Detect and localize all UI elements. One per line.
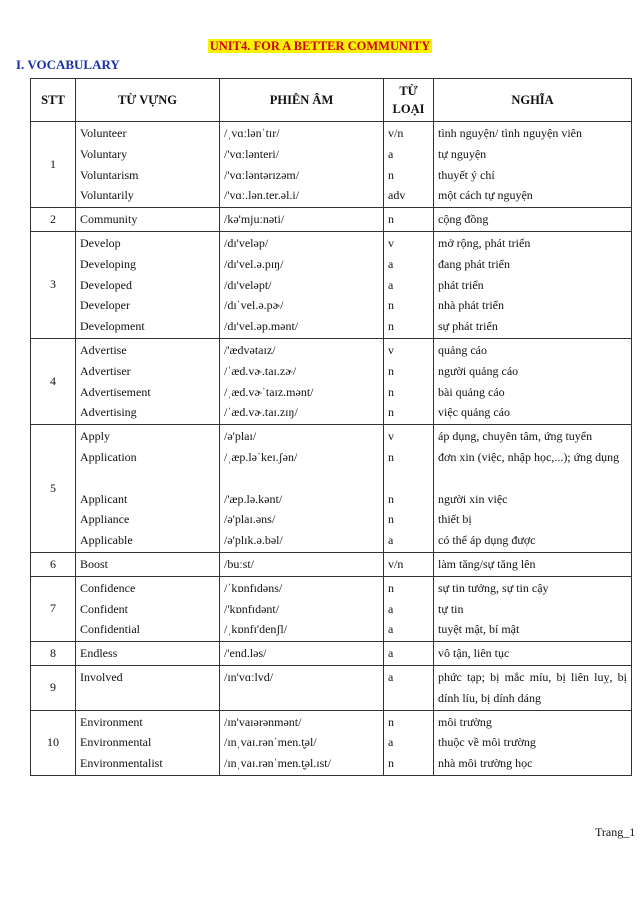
- meaning-cell-line: tuyệt mật, bí mật: [438, 622, 520, 637]
- word-cell-line: Developing: [80, 256, 136, 271]
- phonetic-cell-line: /ˈæd.vɚ.taɪ.zɚ/: [224, 363, 297, 378]
- pos-cell: [384, 710, 434, 775]
- pos-cell: [384, 425, 434, 553]
- header-stt: STT: [31, 79, 76, 122]
- phonetic-cell-line: /'vɑːlənteri/: [224, 146, 280, 161]
- pos-cell-line: a: [388, 735, 394, 750]
- pos-cell-line: a: [388, 646, 394, 661]
- pos-cell-line: n: [388, 449, 394, 464]
- meaning-cell: [434, 208, 632, 232]
- stt-cell: 5: [31, 425, 76, 553]
- header-pos: TỪ LOẠI: [384, 79, 434, 122]
- pos-cell-line: v: [388, 429, 394, 444]
- word-cell-line: Boost: [80, 556, 109, 571]
- pos-cell-line: n: [388, 512, 394, 527]
- pos-cell: [384, 122, 434, 208]
- pos-cell-line: a: [388, 669, 394, 684]
- pos-cell-line: adv: [388, 188, 406, 203]
- word-cell-line: Involved: [80, 669, 123, 684]
- phonetic-cell-line: /kə'mjuːnəti/: [224, 212, 285, 227]
- phonetic-cell: [220, 552, 384, 576]
- phonetic-cell-line: /ə'plaɪ.əns/: [224, 512, 276, 527]
- stt-cell: 8: [31, 642, 76, 666]
- meaning-cell-line: nhà môi trường học: [438, 756, 533, 771]
- pos-cell-line: n: [388, 384, 394, 399]
- word-cell-line: Developed: [80, 277, 132, 292]
- phonetic-cell-line: /ə'plɪk.ə.bəl/: [224, 533, 283, 548]
- meaning-cell-line: tự tin: [438, 601, 464, 616]
- meaning-cell-line: sự tin tưởng, sự tin cậy: [438, 580, 549, 595]
- phonetic-cell-line: /'ædvətaɪz/: [224, 342, 276, 357]
- pos-cell-line: a: [388, 601, 394, 616]
- meaning-cell-line: có thể áp dụng được: [438, 533, 536, 548]
- pos-cell: [384, 665, 434, 710]
- phonetic-cell: [220, 122, 384, 208]
- pos-cell: [384, 576, 434, 641]
- phonetic-cell: [220, 338, 384, 424]
- pos-cell-line: n: [388, 405, 394, 420]
- pos-cell-line: a: [388, 622, 394, 637]
- meaning-cell-line: phức tạp; bị mắc míu, bị liên luỵ, bị dính líu, bị dính dáng: [438, 669, 627, 705]
- page-number: Trang_1: [595, 825, 636, 839]
- pos-cell: [384, 231, 434, 338]
- phonetic-cell: [220, 710, 384, 775]
- pos-cell-line: n: [388, 298, 394, 313]
- meaning-cell-line: sự phát triển: [438, 319, 498, 334]
- meaning-cell: [434, 231, 632, 338]
- stt-cell: 7: [31, 576, 76, 641]
- word-cell: [76, 338, 220, 424]
- word-cell-line: Confidence: [80, 580, 136, 595]
- meaning-cell: [434, 425, 632, 553]
- phonetic-cell-line: /dɪˈvel.ə.pɚ/: [224, 298, 284, 313]
- pos-cell-line: v/n: [388, 556, 404, 571]
- section-heading: I. VOCABULARY: [16, 57, 120, 72]
- pos-cell-line: v: [388, 342, 394, 357]
- stt-cell: 6: [31, 552, 76, 576]
- phonetic-cell: [220, 425, 384, 553]
- word-cell-line: Development: [80, 319, 145, 334]
- phonetic-cell-line: /ˌæp.ləˈkeɪ.ʃən/: [224, 449, 298, 464]
- pos-cell: [384, 552, 434, 576]
- document-title: [0, 37, 640, 55]
- phonetic-cell-line: /ˌvɑːlənˈtɪr/: [224, 126, 280, 140]
- pos-cell: [384, 338, 434, 424]
- phonetic-cell-line: /'æp.lə.kənt/: [224, 491, 283, 506]
- phonetic-cell: [220, 231, 384, 338]
- word-cell-line: Application: [80, 449, 137, 464]
- phonetic-cell-line: /dɪ'vel.əp.mənt/: [224, 319, 299, 334]
- phonetic-cell-line: /'kɒnfɪdənt/: [224, 601, 280, 616]
- table-row: [31, 425, 632, 553]
- pos-cell-line: n: [388, 714, 394, 729]
- meaning-cell-line: thuộc về môi trường: [438, 735, 536, 750]
- phonetic-cell-line: /dɪ'veləpt/: [224, 277, 272, 292]
- stt-cell: 10: [31, 710, 76, 775]
- word-cell: [76, 642, 220, 666]
- header-phonetic: PHIÊN ÂM: [220, 79, 384, 122]
- word-cell: [76, 552, 220, 576]
- word-cell-line: Advertiser: [80, 363, 131, 378]
- pos-cell-line: a: [388, 146, 394, 161]
- meaning-cell-line: thuyết ý chí: [438, 167, 495, 182]
- pos-cell-line: n: [388, 363, 394, 378]
- pos-cell-line: n: [388, 580, 394, 595]
- phonetic-cell-line: /ɪn'vɑːlvd/: [224, 669, 274, 684]
- pos-cell: [384, 642, 434, 666]
- table-row: [31, 338, 632, 424]
- header-meaning: NGHĨA: [434, 79, 632, 122]
- word-cell-line: Appliance: [80, 512, 130, 527]
- word-cell-line: Voluntary: [80, 146, 128, 161]
- word-cell-line: Advertisement: [80, 384, 151, 399]
- word-cell-line: Environment: [80, 714, 143, 729]
- meaning-cell-line: thiết bị: [438, 512, 472, 527]
- stt-cell: 4: [31, 338, 76, 424]
- meaning-cell: [434, 338, 632, 424]
- word-cell: [76, 208, 220, 232]
- stt-cell: 2: [31, 208, 76, 232]
- table-row: [31, 122, 632, 208]
- table-row: [31, 710, 632, 775]
- meaning-cell-line: áp dụng, chuyên tâm, ứng tuyển: [438, 429, 593, 444]
- table-row: [31, 208, 632, 232]
- word-cell-line: Community: [80, 212, 138, 227]
- phonetic-cell-line: /'vɑː.lən.ter.əl.i/: [224, 188, 300, 203]
- pos-cell-line: v/n: [388, 126, 404, 140]
- meaning-cell-line: nhà phát triển: [438, 298, 504, 313]
- meaning-cell-line: vô tận, liên tục: [438, 646, 510, 661]
- meaning-cell: [434, 576, 632, 641]
- word-cell-line: Environmental: [80, 735, 152, 750]
- word-cell-line: Endless: [80, 646, 118, 661]
- phonetic-cell-line: /ˈæd.vɚ.taɪ.zɪŋ/: [224, 405, 298, 420]
- meaning-cell: [434, 665, 632, 710]
- meaning-cell-line: người xin việc: [438, 491, 508, 506]
- word-cell-line: Confident: [80, 601, 128, 616]
- table-header-row: [31, 79, 632, 122]
- pos-cell-line: a: [388, 533, 394, 548]
- pos-cell-line: a: [388, 256, 394, 271]
- phonetic-cell: [220, 208, 384, 232]
- word-cell-line: Voluntarily: [80, 188, 134, 203]
- phonetic-cell-line: /ɪnˌvaɪ.rənˈmen.t̬əl/: [224, 735, 317, 750]
- meaning-cell-line: việc quảng cáo: [438, 405, 510, 420]
- meaning-cell-line: người quảng cáo: [438, 363, 519, 378]
- table-body: [31, 122, 632, 776]
- meaning-cell-line: môi trường: [438, 714, 492, 729]
- meaning-cell-line: đơn xin (việc, nhập học,...); ứng dụng: [438, 449, 620, 464]
- pos-cell: [384, 208, 434, 232]
- word-cell-line: Volunteer: [80, 126, 127, 140]
- phonetic-cell-line: /ɪnˌvaɪ.rənˈmen.t̬əl.ɪst/: [224, 756, 331, 771]
- phonetic-cell-line: /dɪ'vel.ə.pɪŋ/: [224, 256, 284, 271]
- pos-cell-line: n: [388, 212, 394, 227]
- meaning-cell-line: phát triển: [438, 277, 484, 292]
- phonetic-cell: [220, 642, 384, 666]
- meaning-cell-line: quảng cáo: [438, 342, 487, 357]
- word-cell-line: Voluntarism: [80, 167, 139, 182]
- title-text: UNIT4. FOR A BETTER COMMUNITY: [209, 39, 431, 53]
- word-cell-line: Advertise: [80, 342, 127, 357]
- word-cell: [76, 710, 220, 775]
- pos-cell-line: v: [388, 235, 394, 250]
- vocabulary-table: [30, 78, 632, 776]
- meaning-cell: [434, 122, 632, 208]
- word-cell-line: Advertising: [80, 405, 137, 420]
- phonetic-cell-line: /buːst/: [224, 556, 255, 571]
- word-cell: [76, 122, 220, 208]
- pos-cell-line: a: [388, 277, 394, 292]
- meaning-cell-line: một cách tự nguyện: [438, 188, 533, 203]
- meaning-cell-line: tự nguyện: [438, 146, 487, 161]
- phonetic-cell-line: /ˌkɒnfɪ'denʃl/: [224, 622, 288, 637]
- word-cell-line: Applicable: [80, 533, 133, 548]
- table-row: [31, 642, 632, 666]
- meaning-cell-line: làm tăng/sự tăng lên: [438, 556, 536, 571]
- header-word: TỪ VỰNG: [76, 79, 220, 122]
- word-cell-line: Develop: [80, 235, 121, 250]
- phonetic-cell-line: /ˈkɒnfɪdəns/: [224, 580, 283, 595]
- word-cell-line: Environmentalist: [80, 756, 163, 771]
- meaning-cell: [434, 642, 632, 666]
- pos-cell-line: n: [388, 491, 394, 506]
- phonetic-cell: [220, 576, 384, 641]
- meaning-cell-line: bài quảng cáo: [438, 384, 505, 399]
- word-cell: [76, 425, 220, 553]
- phonetic-cell-line: /'vɑːləntərɪzəm/: [224, 167, 300, 182]
- phonetic-cell: [220, 665, 384, 710]
- meaning-cell: [434, 710, 632, 775]
- stt-cell: 3: [31, 231, 76, 338]
- phonetic-cell-line: /ˌæd.vɚˈtaɪz.mənt/: [224, 384, 314, 399]
- word-cell-line: Apply: [80, 429, 110, 444]
- table-row: [31, 552, 632, 576]
- pos-cell-line: n: [388, 756, 394, 771]
- phonetic-cell-line: /ə'plaɪ/: [224, 429, 257, 444]
- stt-cell: 1: [31, 122, 76, 208]
- meaning-cell-line: cộng đồng: [438, 212, 489, 227]
- meaning-cell-line: mở rộng, phát triển: [438, 235, 531, 250]
- table-row: [31, 576, 632, 641]
- word-cell-line: Applicant: [80, 491, 128, 506]
- word-cell: [76, 576, 220, 641]
- table-row: [31, 231, 632, 338]
- meaning-cell-line: đang phát triển: [438, 256, 510, 271]
- meaning-cell: [434, 552, 632, 576]
- pos-cell-line: n: [388, 167, 394, 182]
- word-cell: [76, 231, 220, 338]
- meaning-cell-line: tình nguyện/ tình nguyện viên: [438, 126, 582, 140]
- word-cell-line: Confidential: [80, 622, 140, 637]
- word-cell-line: Developer: [80, 298, 130, 313]
- word-cell: [76, 665, 220, 710]
- phonetic-cell-line: /dɪ'veləp/: [224, 235, 269, 250]
- table-row: [31, 665, 632, 710]
- phonetic-cell-line: /ɪn'vaɪərənmənt/: [224, 714, 302, 729]
- phonetic-cell-line: /'end.ləs/: [224, 646, 267, 661]
- stt-cell: 9: [31, 665, 76, 710]
- pos-cell-line: n: [388, 319, 394, 334]
